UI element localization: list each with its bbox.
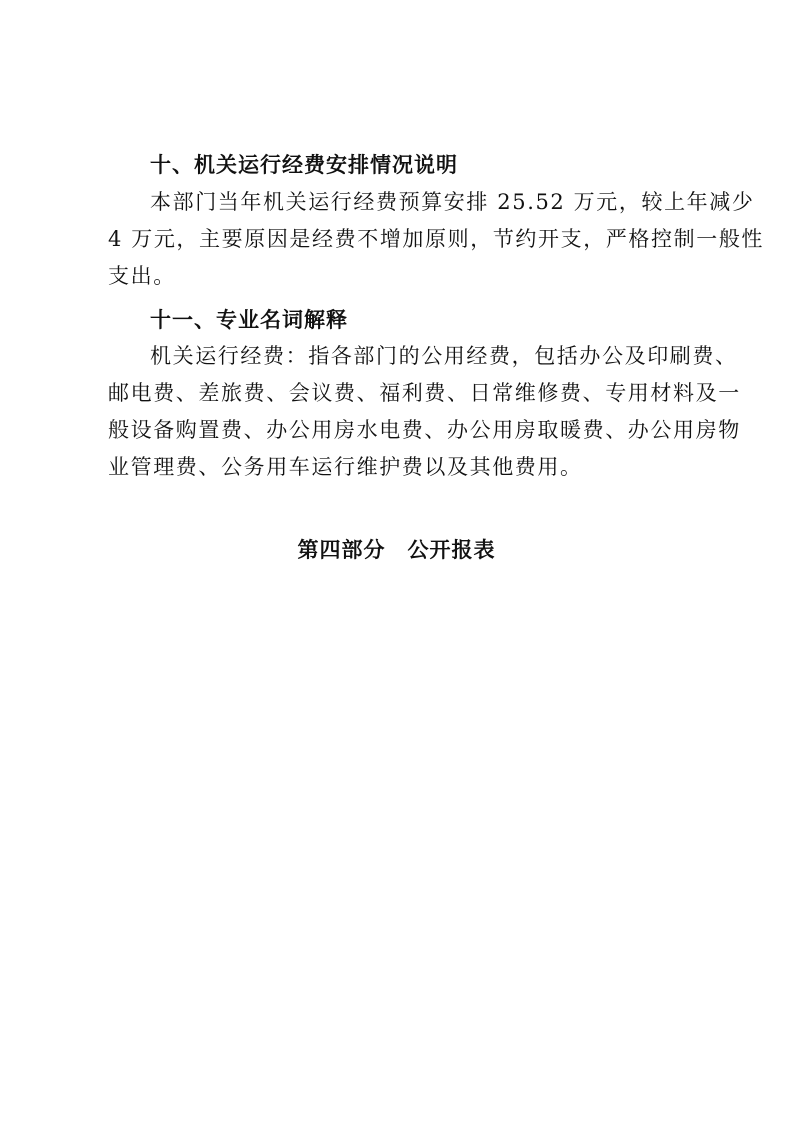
- section-10-paragraph-line-1: 本部门当年机关运行经费预算安排 25.52 万元，较上年减少: [150, 190, 755, 214]
- section-11-heading: 十一、专业名词解释: [150, 308, 348, 332]
- section-11-paragraph-line-2: 邮电费、差旅费、会议费、福利费、日常维修费、专用材料及一: [108, 381, 741, 405]
- section-10-paragraph-line-2: 4 万元，主要原因是经费不增加原则，节约开支，严格控制一般性: [108, 227, 765, 251]
- section-10-paragraph-line-3: 支出。: [108, 264, 176, 288]
- part-4-title: 第四部分 公开报表: [297, 538, 496, 562]
- section-10-heading: 十、机关运行经费安排情况说明: [150, 153, 458, 177]
- section-11-paragraph-line-4: 业管理费、公务用车运行维护费以及其他费用。: [108, 455, 583, 479]
- section-11-paragraph-line-3: 般设备购置费、办公用房水电费、办公用房取暖费、办公用房物: [108, 418, 741, 442]
- section-11-paragraph-line-1: 机关运行经费：指各部门的公用经费，包括办公及印刷费、: [150, 344, 738, 368]
